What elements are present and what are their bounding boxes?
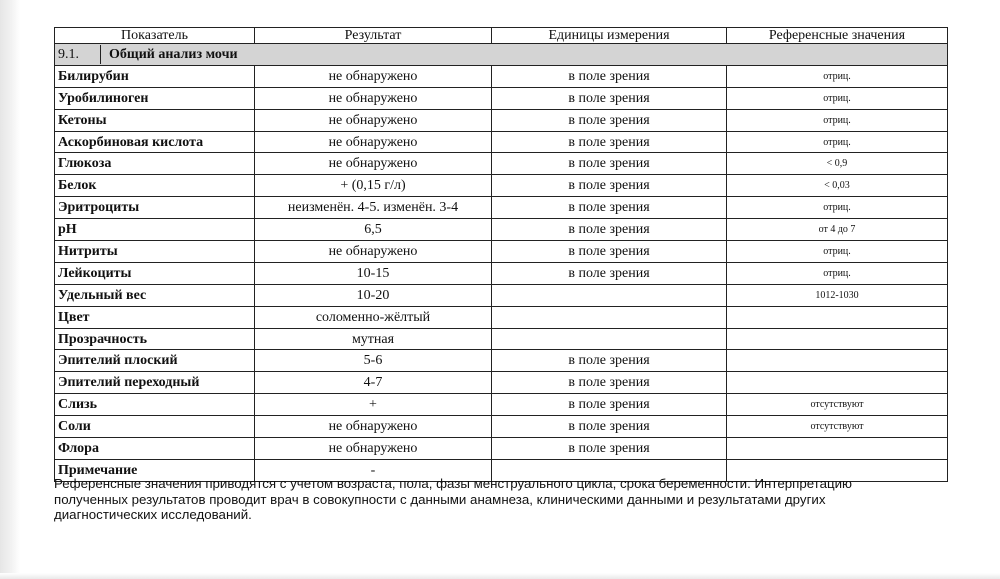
unit-cell: в поле зрения: [492, 219, 727, 241]
section-number: 9.1.: [55, 45, 101, 64]
reference-cell: отриц.: [727, 262, 948, 284]
section-cell: [55, 44, 948, 66]
reference-cell: от 4 до 7: [727, 219, 948, 241]
result-cell: соломенно-жёлтый: [255, 306, 492, 328]
reference-cell: отсутствуют: [727, 394, 948, 416]
reference-cell: [727, 372, 948, 394]
reference-cell: отриц.: [727, 241, 948, 263]
unit-cell: в поле зрения: [492, 197, 727, 219]
header-indicator: Показатель: [55, 28, 255, 44]
result-cell: + (0,15 г/л): [255, 175, 492, 197]
reference-cell: [727, 306, 948, 328]
indicator-cell: Удельный вес: [55, 284, 255, 306]
unit-cell: в поле зрения: [492, 394, 727, 416]
table-row: [55, 284, 948, 306]
indicator-cell: Глюкоза: [55, 153, 255, 175]
table-row: [55, 262, 948, 284]
table-header-row: [55, 28, 948, 44]
unit-cell: [492, 284, 727, 306]
header-result: Результат: [255, 28, 492, 44]
indicator-cell: Эпителий переходный: [55, 372, 255, 394]
indicator-cell: Флора: [55, 438, 255, 460]
indicator-cell: Кетоны: [55, 109, 255, 131]
indicator-cell: Эпителий плоский: [55, 350, 255, 372]
result-cell: не обнаружено: [255, 87, 492, 109]
indicator-cell: Нитриты: [55, 241, 255, 263]
page-left-shadow: [0, 0, 20, 579]
indicator-cell: Слизь: [55, 394, 255, 416]
indicator-cell: Прозрачность: [55, 328, 255, 350]
unit-cell: в поле зрения: [492, 175, 727, 197]
page-bottom-shadow: [0, 573, 1000, 579]
indicator-cell: Цвет: [55, 306, 255, 328]
result-cell: не обнаружено: [255, 241, 492, 263]
table-row: [55, 241, 948, 263]
header-reference: Референсные значения: [727, 28, 948, 44]
unit-cell: в поле зрения: [492, 109, 727, 131]
result-cell: +: [255, 394, 492, 416]
reference-cell: < 0,03: [727, 175, 948, 197]
indicator-cell: Аскорбиновая кислота: [55, 131, 255, 153]
result-cell: -: [255, 459, 492, 481]
unit-cell: в поле зрения: [492, 262, 727, 284]
result-cell: не обнаружено: [255, 65, 492, 87]
footnote-line: Референсные значения приводятся с учетом возраста, пола, фазы менструального цикла, срока беременности. Интерпретацию: [54, 476, 853, 491]
result-cell: 5-6: [255, 350, 492, 372]
table-row: [55, 131, 948, 153]
section-title: Общий анализ мочи: [109, 46, 238, 62]
unit-cell: [492, 306, 727, 328]
result-cell: 10-15: [255, 262, 492, 284]
indicator-cell: Белок: [55, 175, 255, 197]
table-row: [55, 372, 948, 394]
table-row: [55, 328, 948, 350]
reference-cell: отриц.: [727, 109, 948, 131]
unit-cell: в поле зрения: [492, 87, 727, 109]
indicator-cell: Эритроциты: [55, 197, 255, 219]
indicator-cell: Лейкоциты: [55, 262, 255, 284]
urinalysis-results-table: [54, 27, 948, 482]
reference-cell: [727, 328, 948, 350]
footnote-line: полученных результатов проводит врач в совокупности с данными анамнеза, клиническими данными и результатами других: [54, 491, 826, 507]
reference-cell: [727, 350, 948, 372]
result-cell: не обнаружено: [255, 438, 492, 460]
reference-cell: отриц.: [727, 197, 948, 219]
reference-cell: отриц.: [727, 87, 948, 109]
table-row: [55, 197, 948, 219]
reference-cell: отриц.: [727, 65, 948, 87]
reference-cell: отсутствуют: [727, 416, 948, 438]
unit-cell: в поле зрения: [492, 416, 727, 438]
table-row: [55, 175, 948, 197]
table-row: [55, 109, 948, 131]
footnote-line: диагностических исследований.: [54, 507, 252, 522]
reference-cell: [727, 438, 948, 460]
table-row: [55, 350, 948, 372]
indicator-cell: Уробилиноген: [55, 87, 255, 109]
header-units: Единицы измерения: [492, 28, 727, 44]
result-cell: 4-7: [255, 372, 492, 394]
unit-cell: в поле зрения: [492, 65, 727, 87]
unit-cell: в поле зрения: [492, 241, 727, 263]
unit-cell: в поле зрения: [492, 131, 727, 153]
table-row: [55, 219, 948, 241]
result-cell: не обнаружено: [255, 109, 492, 131]
reference-cell: отриц.: [727, 131, 948, 153]
unit-cell: в поле зрения: [492, 438, 727, 460]
table-row: [55, 416, 948, 438]
table-row: [55, 438, 948, 460]
result-cell: не обнаружено: [255, 153, 492, 175]
unit-cell: в поле зрения: [492, 153, 727, 175]
table-row: [55, 306, 948, 328]
unit-cell: в поле зрения: [492, 350, 727, 372]
table-row: [55, 65, 948, 87]
indicator-cell: Билирубин: [55, 65, 255, 87]
result-cell: не обнаружено: [255, 131, 492, 153]
unit-cell: [492, 328, 727, 350]
reference-footnote: [54, 476, 954, 523]
result-cell: не обнаружено: [255, 416, 492, 438]
table-row: [55, 87, 948, 109]
result-cell: мутная: [255, 328, 492, 350]
table-row: [55, 394, 948, 416]
result-cell: 6,5: [255, 219, 492, 241]
result-cell: неизменён. 4-5. изменён. 3-4: [255, 197, 492, 219]
indicator-cell: Соли: [55, 416, 255, 438]
indicator-cell: Примечание: [55, 459, 255, 481]
indicator-cell: pH: [55, 219, 255, 241]
table-row: [55, 153, 948, 175]
reference-cell: < 0,9: [727, 153, 948, 175]
reference-cell: 1012-1030: [727, 284, 948, 306]
result-cell: 10-20: [255, 284, 492, 306]
section-row: [55, 44, 948, 66]
unit-cell: в поле зрения: [492, 372, 727, 394]
